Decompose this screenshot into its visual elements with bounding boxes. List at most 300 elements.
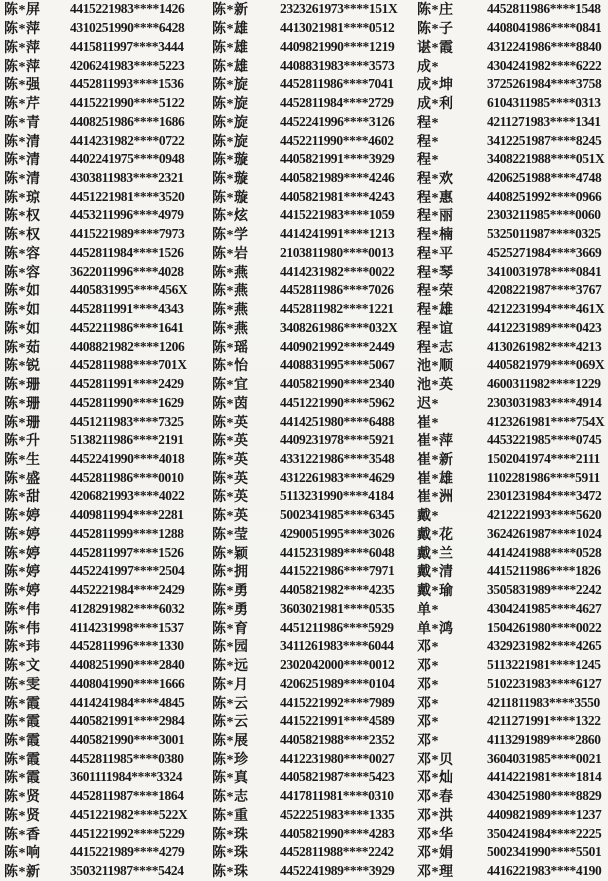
person-name: 成*坤 <box>417 78 454 94</box>
list-item <box>417 206 605 225</box>
list-item <box>212 150 410 169</box>
person-id-number: 4130261982****4213 <box>487 338 602 354</box>
list-item <box>417 262 605 281</box>
person-id-number: 4415231989****6048 <box>280 544 395 560</box>
list-item <box>4 206 204 225</box>
person-name: 陈*伟 <box>4 621 41 637</box>
list-item <box>212 131 410 150</box>
person-id-number: 3503211987****5424 <box>70 863 184 879</box>
person-name: 陈*月 <box>212 677 249 693</box>
list-item <box>212 824 410 843</box>
person-id-number: 4452811986****0010 <box>70 469 184 485</box>
person-id-number: 4415221989****7973 <box>70 226 185 242</box>
person-id-number: 4408251990****2840 <box>70 657 185 673</box>
person-name: 陈*珠 <box>212 827 249 843</box>
list-item <box>212 712 410 731</box>
list-item <box>4 824 204 843</box>
person-name: 陈*霞 <box>4 696 41 712</box>
person-name: 陈*子 <box>417 22 454 38</box>
list-item <box>4 75 204 94</box>
person-id-number: 2302042000****0012 <box>280 657 395 673</box>
person-name: 陈*青 <box>4 115 41 131</box>
person-id-number: 3408261986****032X <box>280 319 398 335</box>
list-item <box>212 393 410 412</box>
list-item <box>417 862 605 881</box>
person-id-number: 4206251989****0104 <box>280 675 395 691</box>
person-id-number: 4206241983****5223 <box>70 57 185 73</box>
list-item <box>4 562 204 581</box>
list-item <box>417 843 605 862</box>
person-name: 陈*展 <box>212 734 249 750</box>
list-item <box>212 94 410 113</box>
person-id-number: 4415811997****3444 <box>70 38 184 54</box>
list-item <box>212 787 410 806</box>
person-id-number: 4415221983****1059 <box>280 207 395 223</box>
person-id-number: 3624261987****1024 <box>487 525 602 541</box>
person-id-number: 4453211996****4979 <box>70 207 184 223</box>
list-item <box>212 169 410 188</box>
list-item <box>4 674 204 693</box>
person-id-number: 4452811986****7026 <box>280 282 394 298</box>
person-id-number: 4211271991****1322 <box>487 713 601 729</box>
list-item <box>212 843 410 862</box>
person-name: 邓*理 <box>417 865 454 881</box>
person-name: 陈*雄 <box>212 40 249 56</box>
list-item <box>417 225 605 244</box>
person-name: 陈*旋 <box>212 134 249 150</box>
person-id-number: 4414231982****0722 <box>70 132 185 148</box>
person-name: 单*鸿 <box>417 621 454 637</box>
person-id-number: 4409231978****5921 <box>280 432 395 448</box>
list-item <box>417 450 605 469</box>
list-item <box>212 206 410 225</box>
person-name: 陈*燕 <box>212 321 249 337</box>
list-item <box>417 412 605 431</box>
person-id-number: 4451221992****5229 <box>70 825 185 841</box>
person-name: 陈*清 <box>4 134 41 150</box>
list-item <box>212 75 410 94</box>
list-item <box>417 94 605 113</box>
person-name: 程*琴 <box>417 265 454 281</box>
person-name: 陈*云 <box>212 696 249 712</box>
list-item <box>417 393 605 412</box>
list-item <box>212 225 410 244</box>
person-id-number: 4452211986****1641 <box>70 319 184 335</box>
person-id-number: 4415211986****1826 <box>487 563 601 579</box>
person-id-number: 2103811980****0013 <box>280 244 394 260</box>
list-item <box>4 862 204 881</box>
person-id-number: 4452811982****1221 <box>280 301 394 317</box>
person-name: 陈*霞 <box>4 715 41 731</box>
list-item <box>212 731 410 750</box>
list-item <box>212 862 410 881</box>
person-id-number: 4310251990****6428 <box>70 20 185 36</box>
person-id-number: 4212231994****461X <box>487 301 605 317</box>
person-name: 陈*岩 <box>212 246 249 262</box>
person-name: 陈*莹 <box>212 527 249 543</box>
person-id-number: 4452811997****1526 <box>70 544 184 560</box>
person-name: 邓* <box>417 696 439 712</box>
list-item <box>4 187 204 206</box>
person-id-number: 3622011996****4028 <box>70 263 184 279</box>
person-name: 陈*英 <box>212 471 249 487</box>
person-name: 程*荣 <box>417 284 454 300</box>
list-item <box>4 56 204 75</box>
list-item <box>417 244 605 263</box>
list-item <box>212 281 410 300</box>
person-id-number: 4452811993****1536 <box>70 76 184 92</box>
person-id-number: 4304241982****6222 <box>487 57 602 73</box>
person-name: 陈*如 <box>4 321 41 337</box>
person-id-number: 4414241984****4845 <box>70 694 185 710</box>
list-item <box>417 169 605 188</box>
person-id-number: 4417811981****0310 <box>280 788 394 804</box>
person-id-number: 4414251980****6488 <box>280 413 395 429</box>
person-name: 陈*珊 <box>4 396 41 412</box>
person-name: 邓*华 <box>417 827 454 843</box>
person-id-number: 4206251988****4748 <box>487 169 602 185</box>
list-item <box>212 768 410 787</box>
person-id-number: 4453221985****0745 <box>487 432 602 448</box>
list-item <box>417 37 605 56</box>
list-item <box>4 487 204 506</box>
person-id-number: 4415221983****1426 <box>70 1 185 17</box>
person-name: 邓*春 <box>417 790 454 806</box>
person-name: 邓*灿 <box>417 771 454 787</box>
list-item <box>4 281 204 300</box>
list-item <box>4 468 204 487</box>
person-name: 陈*权 <box>4 228 41 244</box>
list-item <box>417 75 605 94</box>
person-id-number: 2301231984****3472 <box>487 488 602 504</box>
list-item <box>417 318 605 337</box>
person-name: 陈*容 <box>4 246 41 262</box>
person-id-number: 4405821990****2340 <box>280 376 395 392</box>
person-id-number: 3725261984****3758 <box>487 76 602 92</box>
person-name: 陈*新 <box>4 865 41 881</box>
list-item <box>4 131 204 150</box>
list-item <box>417 712 605 731</box>
person-name: 陈*萍 <box>4 22 41 38</box>
person-id-number: 4304241985****4627 <box>487 600 602 616</box>
list-item <box>4 506 204 525</box>
list-column-3 <box>417 0 605 881</box>
person-name: 陈*霞 <box>4 734 41 750</box>
person-name: 陈*锐 <box>4 359 41 375</box>
person-id-number: 4452241990****4018 <box>70 450 185 466</box>
person-name: 陈*英 <box>212 415 249 431</box>
person-id-number: 4331221986****3548 <box>280 450 395 466</box>
person-name: 戴*瑜 <box>417 584 454 600</box>
person-name: 程*谊 <box>417 321 454 337</box>
person-id-number: 5325011987****0325 <box>487 226 601 242</box>
person-id-number: 5102231983****6127 <box>487 675 602 691</box>
list-item <box>212 187 410 206</box>
person-id-number: 4416221983****4190 <box>487 863 602 879</box>
person-name: 邓* <box>417 715 439 731</box>
person-name: 陈*燕 <box>212 284 249 300</box>
list-item <box>212 112 410 131</box>
person-name: 陈*珊 <box>4 415 41 431</box>
person-id-number: 4405821979****069X <box>487 357 605 373</box>
person-name: 陈*升 <box>4 434 41 450</box>
list-item <box>417 150 605 169</box>
person-id-number: 4290051995****3026 <box>280 525 395 541</box>
person-id-number: 4408251986****1686 <box>70 113 185 129</box>
list-item <box>417 525 605 544</box>
person-name: 崔* <box>417 415 439 431</box>
person-id-number: 4452811987****1864 <box>70 788 184 804</box>
person-id-number: 4415221986****7971 <box>280 563 395 579</box>
person-id-number: 1102281986****5911 <box>487 469 600 485</box>
person-id-number: 4402241975****0948 <box>70 151 185 167</box>
person-id-number: 4452811988****2242 <box>280 844 394 860</box>
list-item <box>212 318 410 337</box>
person-name: 陈*茹 <box>4 340 41 356</box>
list-item <box>4 0 204 19</box>
list-item <box>4 806 204 825</box>
person-id-number: 4409811994****2281 <box>70 507 184 523</box>
person-name: 陈*宜 <box>212 378 249 394</box>
list-item <box>4 450 204 469</box>
list-item <box>212 356 410 375</box>
person-id-number: 4312241986****8840 <box>487 38 602 54</box>
person-name: 陈*珍 <box>212 752 249 768</box>
list-item <box>4 731 204 750</box>
person-name: 陈*婷 <box>4 527 41 543</box>
list-item <box>212 262 410 281</box>
person-id-number: 4408251992****0966 <box>487 188 602 204</box>
person-name: 陈*雄 <box>212 22 249 38</box>
person-name: 陈*如 <box>4 284 41 300</box>
person-name: 程*惠 <box>417 190 454 206</box>
person-id-number: 4415221990****5122 <box>70 95 185 111</box>
person-name: 陈*珊 <box>4 378 41 394</box>
person-name: 邓* <box>417 677 439 693</box>
list-item <box>4 600 204 619</box>
person-id-number: 4114231998****1537 <box>70 619 184 635</box>
person-id-number: 4452241989****3929 <box>280 863 395 879</box>
list-item <box>4 393 204 412</box>
person-name: 邓* <box>417 640 439 656</box>
person-name: 崔*雄 <box>417 471 454 487</box>
person-id-number: 4123261981****754X <box>487 413 605 429</box>
list-item <box>417 300 605 319</box>
person-name: 陈*萍 <box>4 40 41 56</box>
person-name: 程* <box>417 115 439 131</box>
person-name: 陈*勇 <box>212 584 249 600</box>
person-id-number: 4303811983****2321 <box>70 169 184 185</box>
list-item <box>212 749 410 768</box>
person-name: 陈*屏 <box>4 3 41 19</box>
person-name: 陈*贤 <box>4 808 41 824</box>
person-name: 陈*生 <box>4 453 41 468</box>
person-name: 陈*强 <box>4 78 41 94</box>
person-name: 陈*茵 <box>212 396 249 412</box>
person-name: 陈*芹 <box>4 97 41 113</box>
person-id-number: 4304251980****8829 <box>487 788 602 804</box>
list-item <box>4 768 204 787</box>
person-id-number: 4405831995****456X <box>70 282 188 298</box>
person-id-number: 3604031985****0021 <box>487 750 602 766</box>
person-name: 戴*清 <box>417 565 454 581</box>
list-item <box>4 375 204 394</box>
list-item <box>212 506 410 525</box>
list-item <box>212 300 410 319</box>
list-item <box>4 843 204 862</box>
list-item <box>4 431 204 450</box>
person-id-number: 4412231980****0027 <box>280 750 395 766</box>
person-name: 陈*璇 <box>212 153 249 169</box>
list-item <box>417 600 605 619</box>
list-item <box>4 225 204 244</box>
person-name: 陈*颖 <box>212 546 249 562</box>
person-id-number: 4211271983****1341 <box>487 113 601 129</box>
person-name: 邓*洪 <box>417 808 454 824</box>
person-id-number: 4408831983****3573 <box>280 57 395 73</box>
person-name: 崔*洲 <box>417 490 454 506</box>
person-id-number: 4113291989****2860 <box>487 732 601 747</box>
list-item <box>417 187 605 206</box>
person-id-number: 1504261980****0022 <box>487 619 602 635</box>
list-item <box>417 112 605 131</box>
person-name: 陈*重 <box>212 808 249 824</box>
person-id-number: 4405821981****4243 <box>280 188 395 204</box>
person-name: 陈*育 <box>212 621 249 637</box>
person-name: 陈*霞 <box>4 752 41 768</box>
list-column-1 <box>4 0 204 881</box>
person-name: 陈*清 <box>4 153 41 169</box>
person-name: 程*雄 <box>417 303 454 319</box>
list-item <box>4 150 204 169</box>
person-id-number: 3411261983****6044 <box>280 638 394 654</box>
list-item <box>417 431 605 450</box>
list-item <box>417 487 605 506</box>
list-item <box>4 300 204 319</box>
person-name: 戴* <box>417 509 439 525</box>
person-name: 成*利 <box>417 97 454 113</box>
person-name: 陈*勇 <box>212 602 249 618</box>
person-id-number: 3412251987****8245 <box>487 132 602 148</box>
person-name: 戴*花 <box>417 527 454 543</box>
list-item <box>417 131 605 150</box>
person-name: 谌*霞 <box>417 40 454 56</box>
list-item <box>417 768 605 787</box>
person-name: 陈*权 <box>4 209 41 225</box>
person-id-number: 5138211986****2191 <box>70 432 184 448</box>
person-name: 陈*志 <box>212 790 249 806</box>
list-item <box>417 543 605 562</box>
person-name: 陈*旋 <box>212 115 249 131</box>
person-id-number: 4312261983****4629 <box>280 469 395 485</box>
person-name: 程*平 <box>417 246 454 262</box>
person-id-number: 4452811985****0380 <box>70 750 184 766</box>
person-id-number: 4208221987****3767 <box>487 282 602 298</box>
list-item <box>417 562 605 581</box>
person-id-number: 4409021992****2449 <box>280 338 395 354</box>
list-item <box>212 19 410 38</box>
person-id-number: 4414241988****0528 <box>487 544 602 560</box>
list-item <box>417 506 605 525</box>
person-name: 陈*英 <box>212 434 249 450</box>
list-item <box>417 468 605 487</box>
list-item <box>4 262 204 281</box>
person-name: 陈*婷 <box>4 546 41 562</box>
person-name: 邓*贝 <box>417 752 454 768</box>
list-item <box>4 37 204 56</box>
list-item <box>4 693 204 712</box>
list-item <box>417 281 605 300</box>
person-name: 陈*英 <box>212 509 249 525</box>
person-name: 陈*拥 <box>212 565 249 581</box>
list-item <box>417 656 605 675</box>
person-name: 陈*璇 <box>212 171 249 187</box>
person-name: 戴*兰 <box>417 546 454 562</box>
list-item <box>417 824 605 843</box>
person-name: 程*丽 <box>417 209 454 225</box>
list-item <box>417 56 605 75</box>
person-name: 陈*旋 <box>212 97 249 113</box>
person-id-number: 1502041974****2111 <box>487 450 600 466</box>
person-id-number: 4452811990****1629 <box>70 394 184 410</box>
person-name: 陈*瑶 <box>212 340 249 356</box>
list-item <box>212 244 410 263</box>
person-id-number: 4408821982****1206 <box>70 338 185 354</box>
list-item <box>212 600 410 619</box>
list-item <box>4 318 204 337</box>
person-id-number: 4452241996****3126 <box>280 113 395 129</box>
person-id-number: 5113221981****1245 <box>487 657 601 673</box>
person-name: 单* <box>417 602 439 618</box>
list-item <box>212 637 410 656</box>
list-item <box>417 581 605 600</box>
list-item <box>4 581 204 600</box>
list-item <box>212 674 410 693</box>
person-id-number: 4405821990****4283 <box>280 825 395 841</box>
person-name: 陈*甜 <box>4 490 41 506</box>
person-name: 陈*远 <box>212 659 249 675</box>
list-item <box>212 562 410 581</box>
list-item <box>4 244 204 263</box>
list-item <box>212 806 410 825</box>
list-item <box>212 468 410 487</box>
person-name: 程* <box>417 153 439 169</box>
list-item <box>4 618 204 637</box>
person-id-number: 4451221990****5962 <box>280 394 395 410</box>
person-id-number: 4452811991****4343 <box>70 301 184 317</box>
person-name: 迟* <box>417 396 439 412</box>
person-id-number: 5002341985****6345 <box>280 507 395 523</box>
person-id-number: 4405821988****2352 <box>280 732 395 747</box>
person-id-number: 2303211985****0060 <box>487 207 601 223</box>
list-item <box>4 787 204 806</box>
list-item <box>417 637 605 656</box>
list-item <box>4 525 204 544</box>
person-id-number: 4452811991****2429 <box>70 376 184 392</box>
person-name: 陈*学 <box>212 228 249 244</box>
list-item <box>4 749 204 768</box>
person-name: 程*志 <box>417 340 454 356</box>
list-item <box>212 412 410 431</box>
list-item <box>212 581 410 600</box>
list-item <box>212 487 410 506</box>
person-id-number: 4405821991****3929 <box>280 151 395 167</box>
person-id-number: 4405821987****5423 <box>280 769 395 785</box>
person-name: 池*英 <box>417 378 454 394</box>
person-name: 陈*琼 <box>4 190 41 206</box>
person-name: 陈*婷 <box>4 565 41 581</box>
person-name: 陈*璇 <box>212 190 249 206</box>
